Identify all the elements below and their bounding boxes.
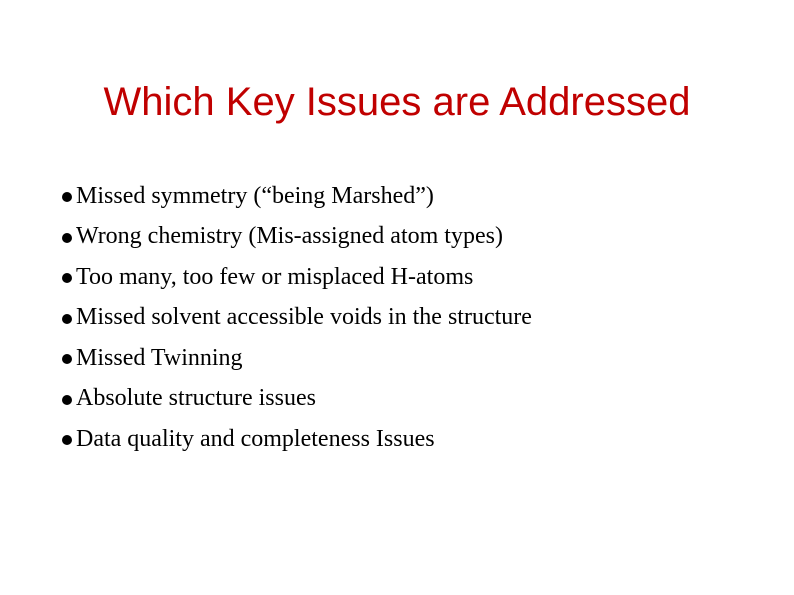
- bullet-item-solvent-voids: [62, 298, 532, 339]
- bullet-dot-icon: [62, 233, 72, 243]
- bullet-text: Missed symmetry (“being Marshed”): [76, 182, 434, 209]
- bullet-item-twinning: [62, 338, 532, 379]
- bullet-dot-icon: [62, 192, 72, 202]
- bullet-text: Wrong chemistry (Mis-assigned atom types): [76, 223, 503, 250]
- bullet-item-h-atoms: [62, 257, 532, 298]
- bullet-item-missed-symmetry: [62, 176, 532, 217]
- bullet-text: Data quality and completeness Issues: [76, 425, 435, 452]
- bullet-dot-icon: [62, 273, 72, 283]
- bullet-text: Absolute structure issues: [76, 385, 316, 412]
- bullet-dot-icon: [62, 395, 72, 405]
- bullet-item-absolute-structure: [62, 379, 532, 420]
- bullet-dot-icon: [62, 435, 72, 445]
- bullet-text: Missed Twinning: [76, 344, 243, 371]
- bullet-list: [62, 176, 532, 460]
- slide-title: Which Key Issues are Addressed: [103, 80, 691, 124]
- bullet-dot-icon: [62, 314, 72, 324]
- bullet-dot-icon: [62, 354, 72, 364]
- bullet-text: Too many, too few or misplaced H-atoms: [76, 263, 474, 290]
- bullet-text: Missed solvent accessible voids in the structure: [76, 304, 532, 331]
- bullet-item-data-quality: [62, 419, 532, 460]
- bullet-item-wrong-chemistry: [62, 217, 532, 258]
